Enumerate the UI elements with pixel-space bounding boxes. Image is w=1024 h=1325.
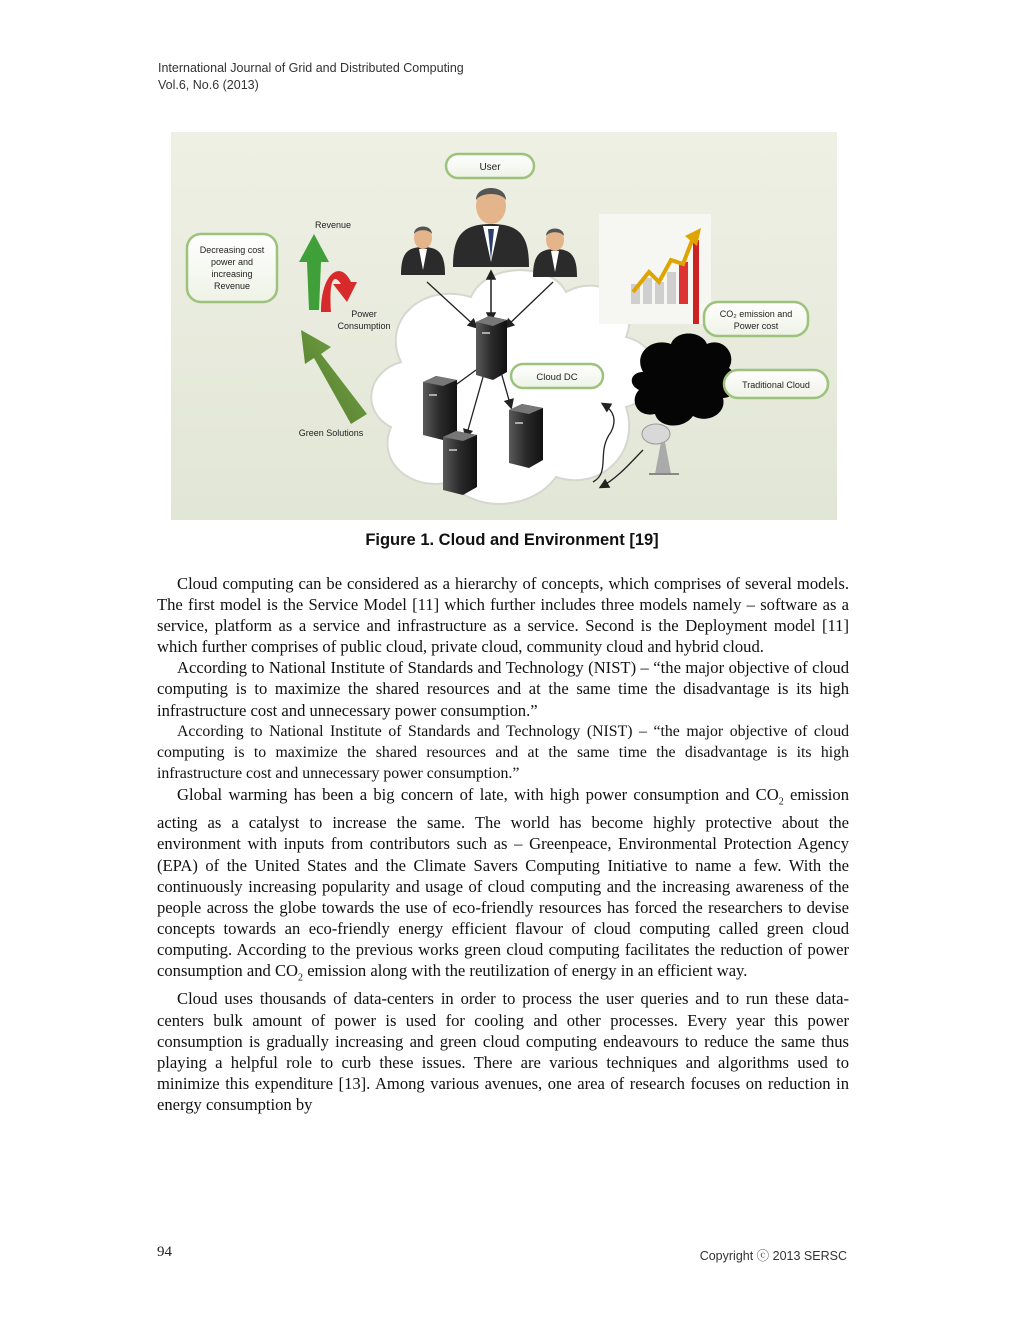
running-header — [158, 60, 464, 94]
traditional-cloud-label: Traditional Cloud — [742, 380, 810, 390]
p4-part-c: emission along with the reutilization of energy in an efficient way. — [303, 961, 748, 980]
paragraph-4 — [157, 784, 849, 988]
cloud-environment-figure — [171, 132, 837, 520]
server-left-icon — [423, 376, 457, 440]
decreasing-cost-box — [187, 234, 277, 302]
rising-cost-chart-icon — [599, 214, 711, 324]
decreasing-line-3: increasing — [211, 269, 253, 279]
decreasing-line-1: Decreasing cost — [199, 245, 265, 255]
user-label-box — [446, 154, 534, 178]
paragraph-2: According to National Institute of Standards and Technology (NIST) – “the major objective of cloud computing is to maximize the shared resources and at the same time the disadvantage is its high infrastructure cost and unnecessary power consumption.” — [157, 658, 849, 720]
traditional-cloud-label-box — [724, 370, 828, 398]
power-label-line-1: Power — [351, 309, 377, 319]
green-solutions-label: Green Solutions — [298, 428, 364, 438]
p4-part-a: Global warming has been a big concern of late, with high power consumption and CO — [177, 784, 779, 804]
cloud-dc-label-box — [511, 364, 603, 388]
copyright-notice: Copyright ⓒ 2013 SERSC — [699, 1249, 847, 1263]
co2-label-box — [704, 302, 808, 336]
decreasing-line-4: Revenue — [213, 281, 251, 291]
paragraph-3: According to National Institute of Standards and Technology (NIST) – “the major objective of cloud computing is to maximize the shared resources and at the same time the disadvantage is its high infrastructure cost and unnecessary power consumption.” — [157, 722, 849, 782]
paragraph-1: Cloud computing can be considered as a hierarchy of concepts, which comprises of several models. The first model is the Service Model [11] which further includes three models namely – software as a service, platform as a service and infrastructure as a service. Second is the Deployment model [11] which further comprises of public cloud, private cloud, community cloud and hybrid cloud. — [157, 574, 849, 657]
central-server-icon — [476, 316, 507, 380]
co2-line-2: Power cost — [733, 321, 779, 331]
cloud-dc-label: Cloud DC — [536, 372, 578, 383]
page-number: 94 — [157, 1244, 172, 1260]
co2-line-1: CO₂ emission and — [719, 309, 793, 319]
p4-subscript-1: 2 — [778, 796, 784, 808]
server-right-icon — [509, 404, 543, 468]
figure-caption: Figure 1. Cloud and Environment [19] — [365, 531, 659, 549]
revenue-label: Revenue — [314, 220, 352, 230]
power-label-line-2: Consumption — [337, 321, 391, 331]
body-text — [157, 573, 849, 1115]
decreasing-line-2: power and — [210, 257, 254, 267]
journal-name: International Journal of Grid and Distributed Computing — [158, 61, 464, 75]
p4-part-b: emission acting as a catalyst to increase the same. The world has become highly protective about the environment with inputs from contributors such as – Greenpeace, Environmental Protection Agency (EPA) of the United States and the Climate Savers Computing Initiative to name a few. With the continuously increasing popularity and usage of cloud computing and the increasing awareness of the people across the globe towards the use of eco-friendly resources has forced the researchers to devise concepts towards an eco-friendly energy efficient flavour of cloud computing called green cloud computing. According to the previous works green cloud computing facilitates the reduction of power consumption and CO — [157, 784, 849, 980]
server-bottom-icon — [443, 431, 477, 495]
paragraph-5: Cloud uses thousands of data-centers in order to process the user queries and to run these data-centers bulk amount of power is used for cooling and other processes. Every year this power consumption is gradually increasing and green cloud computing endeavours to reduce the same thus playing a helpful role to curb these issues. There are various techniques and algorithms used to minimize this expenditure [13]. Among various avenues, one area of research focuses on reduction in energy consumption by — [157, 989, 849, 1114]
journal-volume: Vol.6, No.6 (2013) — [158, 78, 259, 92]
user-label: User — [479, 162, 501, 173]
p4-subscript-2: 2 — [298, 972, 304, 984]
